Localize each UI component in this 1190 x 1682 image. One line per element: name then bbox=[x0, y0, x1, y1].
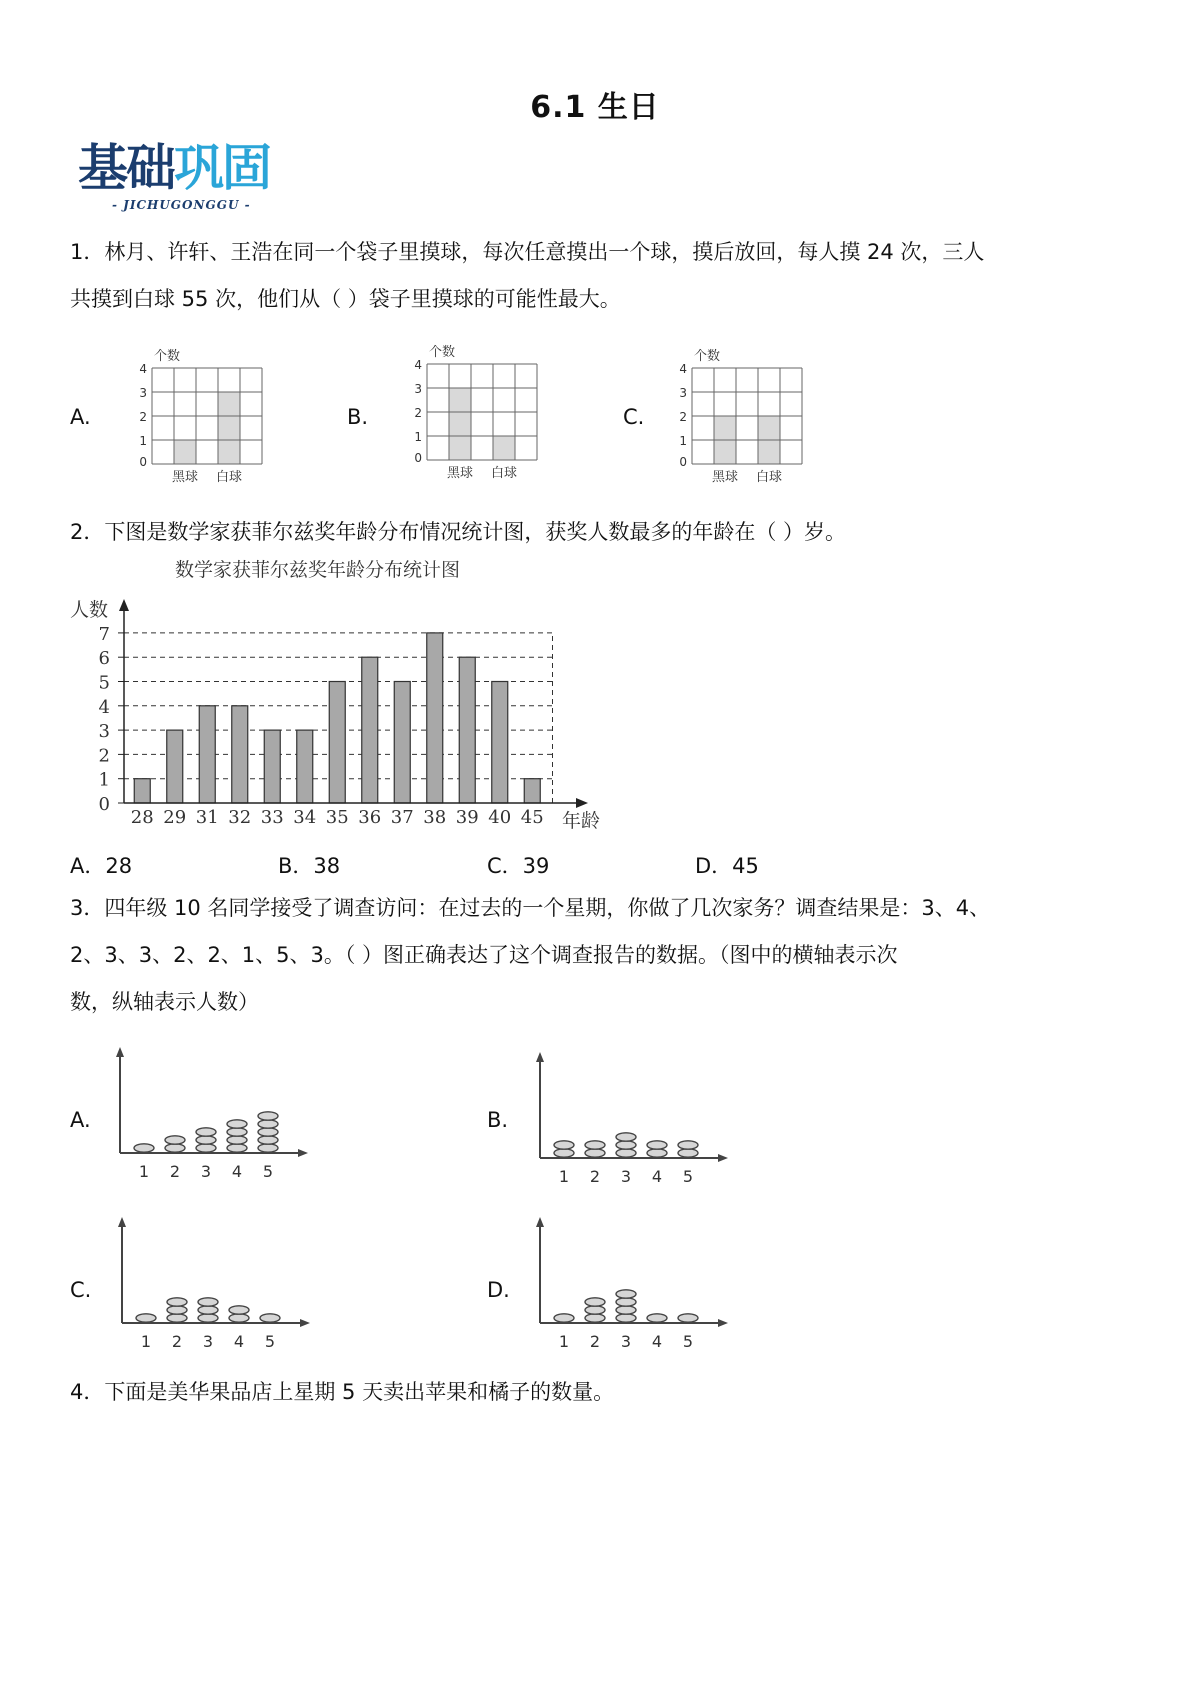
q3-d-coin-x2 bbox=[585, 1298, 605, 1306]
q3-x-tick: 3 bbox=[200, 1162, 212, 1181]
q3-x-tick: 1 bbox=[558, 1332, 570, 1351]
q3-b-coin-x3 bbox=[616, 1149, 636, 1157]
chart-x-tick: 45 bbox=[520, 807, 544, 828]
q3-x-tick: 3 bbox=[202, 1332, 214, 1351]
q3-x-tick: 1 bbox=[558, 1167, 570, 1186]
chart-y-tick: 2 bbox=[98, 745, 110, 767]
q3-d-coin-x2 bbox=[585, 1306, 605, 1314]
q1-category-label: 白球 bbox=[215, 470, 243, 485]
q3-b-coin-x5 bbox=[678, 1141, 698, 1149]
q1-y-label: 个数 bbox=[694, 349, 721, 364]
q3-x-tick: 2 bbox=[171, 1332, 183, 1351]
y-axis-arrow-icon bbox=[118, 1217, 126, 1227]
q1-line2: 共摸到白球 55 次，他们从（ ）袋子里摸球的可能性最大。 bbox=[70, 287, 621, 311]
chart-x-tick: 31 bbox=[195, 807, 219, 828]
q3-c-coin-x2 bbox=[167, 1306, 187, 1314]
q1-category-label: 黑球 bbox=[171, 470, 199, 485]
q3-d-coin-x3 bbox=[616, 1298, 636, 1306]
chart-bar-39 bbox=[459, 657, 475, 803]
q1-option-b-label: B. bbox=[347, 405, 369, 429]
q2-option-d: D．45 bbox=[695, 854, 759, 878]
q1-y-tick: 1 bbox=[139, 434, 147, 448]
x-axis-arrow-icon bbox=[576, 798, 588, 808]
q3-option-d-label: D. bbox=[487, 1278, 510, 1302]
q3-line1: 3．四年级 10 名同学接受了调查访问：在过去的一个星期，你做了几次家务？调查结果是：3、4、 bbox=[70, 896, 991, 920]
q3-b-coin-x1 bbox=[554, 1149, 574, 1157]
q3-c-coin-x4 bbox=[229, 1314, 249, 1322]
x-axis-arrow-icon bbox=[298, 1149, 308, 1157]
q2-option-c: C．39 bbox=[487, 854, 550, 878]
q3-a-coin-x1 bbox=[134, 1144, 154, 1152]
chart-x-tick: 32 bbox=[228, 807, 252, 828]
chart-bar-31 bbox=[199, 706, 215, 803]
chart-y-tick: 7 bbox=[98, 623, 110, 645]
q3-d-coin-x2 bbox=[585, 1314, 605, 1322]
q1-y-tick: 3 bbox=[679, 386, 687, 400]
chart-x-tick: 38 bbox=[423, 807, 447, 828]
q3-x-tick: 5 bbox=[264, 1332, 276, 1351]
x-axis-arrow-icon bbox=[718, 1154, 728, 1162]
q1-a-black-ball-bar bbox=[174, 440, 196, 464]
chart-y-tick: 0 bbox=[98, 794, 110, 815]
q1-y-tick: 4 bbox=[139, 362, 147, 376]
q3-b-coin-x4 bbox=[647, 1141, 667, 1149]
chart-x-tick: 28 bbox=[130, 807, 154, 828]
chart-x-tick: 37 bbox=[390, 807, 414, 828]
q3-c-coin-x4 bbox=[229, 1306, 249, 1314]
chart-title: 数学家获菲尔兹奖年龄分布统计图 bbox=[175, 559, 461, 581]
q3-option-a-label: A. bbox=[70, 1108, 91, 1132]
chart-bar-29 bbox=[167, 730, 183, 803]
q3-a-coin-x5 bbox=[258, 1128, 278, 1136]
q1-b-white-ball-bar bbox=[493, 436, 515, 460]
chart-x-tick: 35 bbox=[325, 807, 349, 828]
q3-x-tick: 5 bbox=[262, 1162, 274, 1181]
fields-medal-age-chart bbox=[60, 555, 620, 835]
q1-category-label: 黑球 bbox=[446, 466, 474, 481]
page-title: 6.1 生日 bbox=[530, 90, 660, 125]
q3-c-coin-x1 bbox=[136, 1314, 156, 1322]
q3-d-coin-x1 bbox=[554, 1314, 574, 1322]
q1-category-label: 白球 bbox=[490, 466, 518, 481]
chart-x-tick: 36 bbox=[358, 807, 382, 828]
section-logo bbox=[78, 140, 270, 196]
chart-bar-36 bbox=[362, 657, 378, 803]
q3-chart-a bbox=[110, 1045, 320, 1190]
chart-x-tick: 33 bbox=[260, 807, 284, 828]
q3-b-coin-x3 bbox=[616, 1141, 636, 1149]
q3-b-coin-x1 bbox=[554, 1141, 574, 1149]
chart-bar-40 bbox=[492, 682, 508, 804]
q3-a-coin-x3 bbox=[196, 1128, 216, 1136]
q3-c-coin-x2 bbox=[167, 1298, 187, 1306]
logo-subtitle: - JICHUGONGGU - bbox=[112, 198, 251, 212]
q3-b-coin-x2 bbox=[585, 1141, 605, 1149]
logo-text-b: 巩固 bbox=[174, 139, 270, 197]
q1-y-tick: 4 bbox=[679, 362, 687, 376]
chart-bar-33 bbox=[264, 730, 280, 803]
q3-x-tick: 1 bbox=[140, 1332, 152, 1351]
q3-c-coin-x3 bbox=[198, 1298, 218, 1306]
q1-y-label: 个数 bbox=[429, 345, 456, 360]
chart-y-label: 人数 bbox=[70, 599, 109, 621]
q3-a-coin-x5 bbox=[258, 1112, 278, 1120]
q3-d-coin-x3 bbox=[616, 1290, 636, 1298]
q3-x-tick: 2 bbox=[589, 1167, 601, 1186]
chart-x-label: 年龄 bbox=[562, 810, 601, 832]
q3-b-coin-x4 bbox=[647, 1149, 667, 1157]
chart-x-tick: 39 bbox=[455, 807, 479, 828]
q3-option-c-label: C. bbox=[70, 1278, 92, 1302]
chart-x-tick: 40 bbox=[488, 807, 512, 828]
q3-x-tick: 4 bbox=[231, 1162, 243, 1181]
q3-x-tick: 4 bbox=[651, 1167, 663, 1186]
chart-bar-37 bbox=[394, 682, 410, 804]
q3-x-tick: 3 bbox=[620, 1332, 632, 1351]
chart-bar-32 bbox=[232, 706, 248, 803]
q3-x-tick: 1 bbox=[138, 1162, 150, 1181]
q3-a-coin-x5 bbox=[258, 1136, 278, 1144]
q3-a-coin-x4 bbox=[227, 1128, 247, 1136]
q1-y-tick: 0 bbox=[679, 455, 687, 469]
q1-option-a-label: A. bbox=[70, 405, 91, 429]
chart-bar-45 bbox=[524, 779, 540, 803]
q3-chart-d bbox=[530, 1215, 740, 1360]
q3-d-coin-x4 bbox=[647, 1314, 667, 1322]
q3-c-coin-x5 bbox=[260, 1314, 280, 1322]
q3-x-tick: 4 bbox=[233, 1332, 245, 1351]
q1-y-tick: 0 bbox=[414, 451, 422, 465]
q1-y-tick: 2 bbox=[414, 406, 422, 420]
q3-a-coin-x2 bbox=[165, 1136, 185, 1144]
q1-chart-a bbox=[130, 340, 270, 490]
q1-y-tick: 4 bbox=[414, 358, 422, 372]
q3-a-coin-x4 bbox=[227, 1136, 247, 1144]
q3-a-coin-x3 bbox=[196, 1136, 216, 1144]
q1-category-label: 黑球 bbox=[711, 470, 739, 485]
q3-a-coin-x2 bbox=[165, 1144, 185, 1152]
q3-x-tick: 5 bbox=[682, 1332, 694, 1351]
q1-category-label: 白球 bbox=[755, 470, 783, 485]
q1-y-tick: 3 bbox=[414, 382, 422, 396]
q1-y-tick: 3 bbox=[139, 386, 147, 400]
q3-x-tick: 4 bbox=[651, 1332, 663, 1351]
chart-bar-38 bbox=[427, 633, 443, 803]
y-axis-arrow-icon bbox=[536, 1052, 544, 1062]
logo-text-a: 基础 bbox=[78, 139, 174, 197]
q3-b-coin-x3 bbox=[616, 1133, 636, 1141]
q3-c-coin-x3 bbox=[198, 1306, 218, 1314]
q3-line3: 数，纵轴表示人数） bbox=[70, 990, 259, 1014]
q1-option-c-label: C. bbox=[623, 405, 645, 429]
q2-option-a: A．28 bbox=[70, 854, 133, 878]
q3-x-tick: 2 bbox=[169, 1162, 181, 1181]
q1-chart-b bbox=[405, 336, 545, 486]
q3-a-coin-x4 bbox=[227, 1120, 247, 1128]
q3-a-coin-x4 bbox=[227, 1144, 247, 1152]
y-axis-arrow-icon bbox=[119, 599, 129, 611]
q1-a-white-ball-bar bbox=[218, 392, 240, 464]
y-axis-arrow-icon bbox=[116, 1047, 124, 1057]
q3-a-coin-x5 bbox=[258, 1144, 278, 1152]
chart-bar-35 bbox=[329, 682, 345, 804]
q3-a-coin-x3 bbox=[196, 1144, 216, 1152]
y-axis-arrow-icon bbox=[536, 1217, 544, 1227]
q4-text: 4．下面是美华果品店上星期 5 天卖出苹果和橘子的数量。 bbox=[70, 1380, 615, 1404]
q3-a-coin-x5 bbox=[258, 1120, 278, 1128]
chart-y-tick: 5 bbox=[98, 672, 110, 694]
q3-x-tick: 3 bbox=[620, 1167, 632, 1186]
q3-d-coin-x3 bbox=[616, 1314, 636, 1322]
q3-d-coin-x5 bbox=[678, 1314, 698, 1322]
q1-line1: 1．林月、许轩、王浩在同一个袋子里摸球，每次任意摸出一个球，摸后放回，每人摸 24 次，三人 bbox=[70, 240, 985, 264]
q3-chart-b bbox=[530, 1050, 740, 1195]
chart-x-tick: 29 bbox=[163, 807, 187, 828]
q3-c-coin-x3 bbox=[198, 1314, 218, 1322]
chart-x-tick: 34 bbox=[293, 807, 317, 828]
q1-y-tick: 0 bbox=[139, 455, 147, 469]
q1-y-tick: 2 bbox=[139, 410, 147, 424]
x-axis-arrow-icon bbox=[300, 1319, 310, 1327]
q1-y-tick: 1 bbox=[414, 430, 422, 444]
q3-b-coin-x2 bbox=[585, 1149, 605, 1157]
chart-bar-28 bbox=[134, 779, 150, 803]
q3-b-coin-x5 bbox=[678, 1149, 698, 1157]
q3-option-b-label: B. bbox=[487, 1108, 509, 1132]
chart-y-tick: 6 bbox=[98, 648, 110, 670]
q3-chart-c bbox=[112, 1215, 322, 1360]
q2-text: 2．下图是数学家获菲尔兹奖年龄分布情况统计图，获奖人数最多的年龄在（ ）岁。 bbox=[70, 520, 847, 544]
q3-c-coin-x2 bbox=[167, 1314, 187, 1322]
q1-y-tick: 2 bbox=[679, 410, 687, 424]
chart-y-tick: 1 bbox=[98, 769, 110, 791]
q1-b-black-ball-bar bbox=[449, 388, 471, 460]
chart-bar-34 bbox=[297, 730, 313, 803]
q3-d-coin-x3 bbox=[616, 1306, 636, 1314]
chart-y-tick: 4 bbox=[98, 696, 110, 718]
q3-line2: 2、3、3、2、2、1、5、3。（ ）图正确表达了这个调查报告的数据。（图中的横轴表示次 bbox=[70, 943, 898, 967]
x-axis-arrow-icon bbox=[718, 1319, 728, 1327]
q1-y-tick: 1 bbox=[679, 434, 687, 448]
q3-x-tick: 5 bbox=[682, 1167, 694, 1186]
q1-y-label: 个数 bbox=[154, 349, 181, 364]
q2-option-b: B．38 bbox=[278, 854, 341, 878]
q3-x-tick: 2 bbox=[589, 1332, 601, 1351]
q1-chart-c bbox=[670, 340, 810, 490]
chart-y-tick: 3 bbox=[98, 721, 110, 743]
